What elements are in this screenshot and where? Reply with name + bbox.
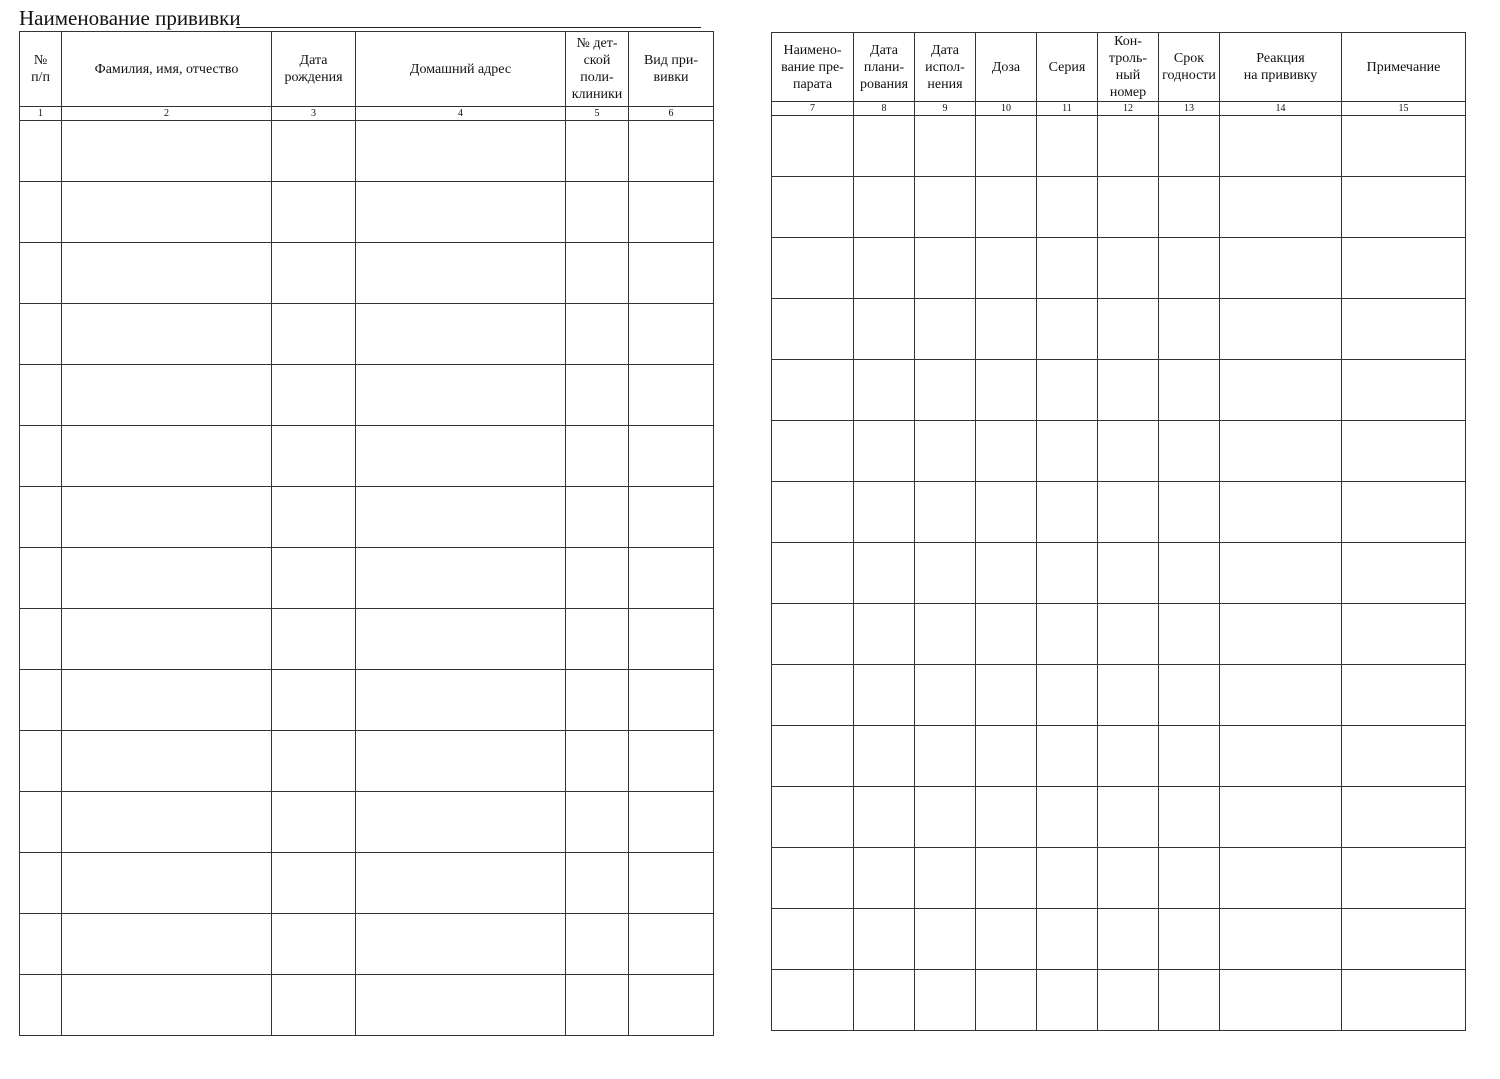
blank-entry-cell[interactable] (566, 487, 629, 548)
blank-entry-cell[interactable] (566, 731, 629, 792)
blank-entry-cell[interactable] (854, 299, 915, 360)
blank-entry-cell[interactable] (915, 360, 976, 421)
blank-entry-cell[interactable] (356, 914, 566, 975)
column-number: 8 (854, 102, 915, 116)
header-cell: Серия (1037, 33, 1098, 102)
blank-entry-cell[interactable] (62, 426, 272, 487)
blank-entry-cell[interactable] (629, 304, 714, 365)
column-number: 15 (1342, 102, 1466, 116)
blank-entry-cell[interactable] (1159, 482, 1220, 543)
blank-entry-cell[interactable] (976, 604, 1037, 665)
blank-entry-cell[interactable] (629, 121, 714, 182)
blank-entry-cell[interactable] (1037, 299, 1098, 360)
header-row (20, 32, 714, 107)
column-number: 13 (1159, 102, 1220, 116)
blank-entry-cell[interactable] (1098, 421, 1159, 482)
blank-entry-cell[interactable] (566, 426, 629, 487)
table-row (20, 487, 714, 548)
right-journal-table (771, 32, 1466, 1031)
header-cell: Реакция на прививку (1220, 33, 1342, 102)
blank-entry-cell[interactable] (272, 182, 356, 243)
blank-entry-cell[interactable] (1098, 238, 1159, 299)
blank-entry-cell[interactable] (854, 177, 915, 238)
blank-entry-cell[interactable] (629, 609, 714, 670)
header-cell: № дет- ской поли- клиники (566, 32, 629, 107)
blank-entry-cell[interactable] (1037, 360, 1098, 421)
blank-entry-cell[interactable] (1342, 238, 1466, 299)
blank-entry-cell[interactable] (976, 726, 1037, 787)
header-cell: Дата испол- нения (915, 33, 976, 102)
blank-entry-cell[interactable] (62, 365, 272, 426)
table-row (20, 182, 714, 243)
blank-entry-cell[interactable] (1037, 604, 1098, 665)
blank-entry-cell[interactable] (62, 914, 272, 975)
table-row (20, 792, 714, 853)
blank-entry-cell[interactable] (1037, 848, 1098, 909)
blank-entry-cell[interactable] (356, 304, 566, 365)
blank-entry-cell[interactable] (566, 853, 629, 914)
table-row (20, 914, 714, 975)
blank-entry-cell[interactable] (356, 365, 566, 426)
blank-entry-cell[interactable] (20, 426, 62, 487)
blank-entry-cell[interactable] (1342, 360, 1466, 421)
blank-entry-cell[interactable] (854, 238, 915, 299)
table-row (772, 238, 1466, 299)
table-row (772, 970, 1466, 1031)
blank-entry-cell[interactable] (1037, 177, 1098, 238)
column-number: 3 (272, 107, 356, 121)
blank-entry-cell[interactable] (772, 177, 854, 238)
blank-entry-cell[interactable] (854, 116, 915, 177)
blank-entry-cell[interactable] (772, 116, 854, 177)
blank-entry-cell[interactable] (272, 853, 356, 914)
blank-entry-cell[interactable] (1342, 116, 1466, 177)
blank-entry-cell[interactable] (1159, 177, 1220, 238)
blank-entry-cell[interactable] (629, 426, 714, 487)
blank-entry-cell[interactable] (566, 243, 629, 304)
blank-entry-cell[interactable] (854, 726, 915, 787)
blank-entry-cell[interactable] (1098, 360, 1159, 421)
blank-entry-cell[interactable] (20, 975, 62, 1036)
blank-entry-cell[interactable] (915, 970, 976, 1031)
blank-entry-cell[interactable] (1220, 848, 1342, 909)
column-number: 12 (1098, 102, 1159, 116)
blank-entry-cell[interactable] (1037, 665, 1098, 726)
blank-entry-cell[interactable] (1159, 848, 1220, 909)
blank-entry-cell[interactable] (20, 914, 62, 975)
blank-entry-cell[interactable] (854, 665, 915, 726)
blank-entry-cell[interactable] (566, 304, 629, 365)
blank-entry-cell[interactable] (1342, 177, 1466, 238)
blank-entry-cell[interactable] (772, 726, 854, 787)
blank-entry-cell[interactable] (976, 970, 1037, 1031)
blank-entry-cell[interactable] (1037, 421, 1098, 482)
blank-entry-cell[interactable] (20, 304, 62, 365)
blank-entry-cell[interactable] (629, 548, 714, 609)
blank-entry-cell[interactable] (20, 792, 62, 853)
blank-entry-cell[interactable] (1159, 421, 1220, 482)
form-title: Наименование прививки (19, 6, 241, 30)
table-row (772, 665, 1466, 726)
left-journal-table (19, 31, 714, 1036)
blank-entry-cell[interactable] (62, 548, 272, 609)
right-table-body (772, 116, 1466, 1031)
blank-entry-cell[interactable] (915, 848, 976, 909)
blank-entry-cell[interactable] (976, 360, 1037, 421)
blank-entry-cell[interactable] (915, 482, 976, 543)
blank-entry-cell[interactable] (1159, 238, 1220, 299)
blank-entry-cell[interactable] (62, 182, 272, 243)
blank-entry-cell[interactable] (20, 670, 62, 731)
blank-entry-cell[interactable] (915, 543, 976, 604)
blank-entry-cell[interactable] (356, 853, 566, 914)
blank-entry-cell[interactable] (1159, 909, 1220, 970)
header-cell: Кон- троль- ный номер (1098, 33, 1159, 102)
blank-entry-cell[interactable] (1037, 543, 1098, 604)
blank-entry-cell[interactable] (1159, 970, 1220, 1031)
table-row (772, 177, 1466, 238)
blank-entry-cell[interactable] (1037, 726, 1098, 787)
blank-entry-cell[interactable] (356, 548, 566, 609)
table-row (772, 604, 1466, 665)
column-number: 7 (772, 102, 854, 116)
header-cell: Примечание (1342, 33, 1466, 102)
blank-entry-cell[interactable] (1159, 299, 1220, 360)
table-row (772, 116, 1466, 177)
blank-entry-cell[interactable] (1220, 238, 1342, 299)
blank-entry-cell[interactable] (976, 787, 1037, 848)
blank-entry-cell[interactable] (272, 243, 356, 304)
blank-entry-cell[interactable] (1220, 360, 1342, 421)
blank-entry-cell[interactable] (976, 421, 1037, 482)
blank-entry-cell[interactable] (272, 304, 356, 365)
blank-entry-cell[interactable] (356, 670, 566, 731)
blank-entry-cell[interactable] (1220, 177, 1342, 238)
column-number: 1 (20, 107, 62, 121)
blank-entry-cell[interactable] (62, 853, 272, 914)
blank-entry-cell[interactable] (1220, 604, 1342, 665)
table-row (20, 853, 714, 914)
blank-entry-cell[interactable] (272, 487, 356, 548)
blank-entry-cell[interactable] (629, 975, 714, 1036)
blank-entry-cell[interactable] (629, 182, 714, 243)
blank-entry-cell[interactable] (20, 853, 62, 914)
blank-entry-cell[interactable] (1159, 116, 1220, 177)
table-row (772, 848, 1466, 909)
blank-entry-cell[interactable] (1098, 604, 1159, 665)
blank-entry-cell[interactable] (629, 914, 714, 975)
blank-entry-cell[interactable] (1159, 604, 1220, 665)
column-number: 10 (976, 102, 1037, 116)
blank-entry-cell[interactable] (356, 243, 566, 304)
blank-entry-cell[interactable] (1037, 787, 1098, 848)
blank-entry-cell[interactable] (1098, 482, 1159, 543)
blank-entry-cell[interactable] (1098, 543, 1159, 604)
blank-entry-cell[interactable] (1159, 726, 1220, 787)
table-row (20, 731, 714, 792)
blank-entry-cell[interactable] (272, 731, 356, 792)
column-number-row (772, 102, 1466, 116)
blank-entry-cell[interactable] (20, 365, 62, 426)
blank-entry-cell[interactable] (915, 116, 976, 177)
blank-entry-cell[interactable] (976, 909, 1037, 970)
table-row (20, 121, 714, 182)
blank-entry-cell[interactable] (272, 792, 356, 853)
blank-entry-cell[interactable] (20, 609, 62, 670)
table-row (20, 304, 714, 365)
blank-entry-cell[interactable] (629, 487, 714, 548)
blank-entry-cell[interactable] (772, 543, 854, 604)
header-cell: Доза (976, 33, 1037, 102)
blank-entry-cell[interactable] (566, 975, 629, 1036)
blank-entry-cell[interactable] (356, 792, 566, 853)
blank-entry-cell[interactable] (1342, 848, 1466, 909)
blank-entry-cell[interactable] (20, 182, 62, 243)
blank-entry-cell[interactable] (20, 243, 62, 304)
blank-entry-cell[interactable] (356, 731, 566, 792)
blank-entry-cell[interactable] (566, 548, 629, 609)
blank-entry-cell[interactable] (20, 548, 62, 609)
blank-entry-cell[interactable] (1342, 787, 1466, 848)
blank-entry-cell[interactable] (1037, 238, 1098, 299)
column-number: 4 (356, 107, 566, 121)
blank-entry-cell[interactable] (976, 116, 1037, 177)
blank-entry-cell[interactable] (1342, 421, 1466, 482)
blank-entry-cell[interactable] (566, 365, 629, 426)
blank-entry-cell[interactable] (1220, 543, 1342, 604)
blank-entry-cell[interactable] (915, 604, 976, 665)
blank-entry-cell[interactable] (772, 909, 854, 970)
blank-entry-cell[interactable] (772, 787, 854, 848)
blank-entry-cell[interactable] (1220, 482, 1342, 543)
blank-entry-cell[interactable] (1098, 299, 1159, 360)
blank-entry-cell[interactable] (915, 665, 976, 726)
blank-entry-cell[interactable] (976, 238, 1037, 299)
blank-entry-cell[interactable] (272, 609, 356, 670)
header-row (772, 33, 1466, 102)
blank-entry-cell[interactable] (1220, 726, 1342, 787)
blank-entry-cell[interactable] (772, 665, 854, 726)
blank-entry-cell[interactable] (1159, 360, 1220, 421)
blank-entry-cell[interactable] (772, 299, 854, 360)
blank-entry-cell[interactable] (1342, 604, 1466, 665)
table-row (772, 482, 1466, 543)
header-cell: № п/п (20, 32, 62, 107)
blank-entry-cell[interactable] (772, 970, 854, 1031)
blank-entry-cell[interactable] (976, 177, 1037, 238)
blank-entry-cell[interactable] (629, 731, 714, 792)
table-row (20, 426, 714, 487)
blank-entry-cell[interactable] (854, 970, 915, 1031)
column-number: 9 (915, 102, 976, 116)
blank-entry-cell[interactable] (356, 487, 566, 548)
blank-entry-cell[interactable] (272, 670, 356, 731)
blank-entry-cell[interactable] (1098, 177, 1159, 238)
blank-entry-cell[interactable] (566, 609, 629, 670)
blank-entry-cell[interactable] (1220, 909, 1342, 970)
blank-entry-cell[interactable] (976, 482, 1037, 543)
column-number-row (20, 107, 714, 121)
blank-entry-cell[interactable] (629, 853, 714, 914)
blank-entry-cell[interactable] (356, 609, 566, 670)
blank-entry-cell[interactable] (629, 670, 714, 731)
blank-entry-cell[interactable] (854, 482, 915, 543)
table-row (772, 787, 1466, 848)
table-row (20, 975, 714, 1036)
table-row (772, 726, 1466, 787)
blank-entry-cell[interactable] (272, 426, 356, 487)
blank-entry-cell[interactable] (1098, 909, 1159, 970)
header-cell: Домашний адрес (356, 32, 566, 107)
blank-entry-cell[interactable] (629, 792, 714, 853)
blank-entry-cell[interactable] (272, 121, 356, 182)
header-cell: Наимено- вание пре- парата (772, 33, 854, 102)
blank-entry-cell[interactable] (772, 360, 854, 421)
blank-entry-cell[interactable] (62, 731, 272, 792)
blank-entry-cell[interactable] (1098, 848, 1159, 909)
blank-entry-cell[interactable] (1037, 482, 1098, 543)
blank-entry-cell[interactable] (1098, 787, 1159, 848)
column-number: 5 (566, 107, 629, 121)
blank-entry-cell[interactable] (20, 487, 62, 548)
table-row (772, 543, 1466, 604)
blank-entry-cell[interactable] (1098, 665, 1159, 726)
blank-entry-cell[interactable] (915, 787, 976, 848)
blank-entry-cell[interactable] (915, 238, 976, 299)
blank-entry-cell[interactable] (1342, 665, 1466, 726)
blank-entry-cell[interactable] (854, 360, 915, 421)
blank-entry-cell[interactable] (356, 426, 566, 487)
blank-entry-cell[interactable] (976, 543, 1037, 604)
blank-entry-cell[interactable] (1159, 543, 1220, 604)
blank-entry-cell[interactable] (976, 299, 1037, 360)
table-row (772, 421, 1466, 482)
table-row (20, 670, 714, 731)
blank-entry-cell[interactable] (272, 365, 356, 426)
blank-entry-cell[interactable] (1037, 970, 1098, 1031)
header-cell: Вид при- вивки (629, 32, 714, 107)
blank-entry-cell[interactable] (1220, 665, 1342, 726)
blank-entry-cell[interactable] (915, 726, 976, 787)
blank-entry-cell[interactable] (1220, 787, 1342, 848)
blank-entry-cell[interactable] (1342, 970, 1466, 1031)
blank-entry-cell[interactable] (772, 604, 854, 665)
blank-entry-cell[interactable] (854, 787, 915, 848)
blank-entry-cell[interactable] (1342, 909, 1466, 970)
column-number: 6 (629, 107, 714, 121)
blank-entry-cell[interactable] (272, 975, 356, 1036)
column-number: 14 (1220, 102, 1342, 116)
blank-entry-cell[interactable] (1098, 726, 1159, 787)
blank-entry-cell[interactable] (356, 182, 566, 243)
header-cell: Фамилия, имя, отчество (62, 32, 272, 107)
left-table-body (20, 121, 714, 1036)
blank-entry-cell[interactable] (566, 121, 629, 182)
blank-entry-cell[interactable] (62, 121, 272, 182)
blank-entry-cell[interactable] (629, 365, 714, 426)
blank-entry-cell[interactable] (772, 848, 854, 909)
blank-entry-cell[interactable] (1098, 116, 1159, 177)
blank-entry-cell[interactable] (566, 670, 629, 731)
blank-entry-cell[interactable] (772, 482, 854, 543)
table-row (20, 365, 714, 426)
blank-entry-cell[interactable] (1220, 116, 1342, 177)
column-number: 11 (1037, 102, 1098, 116)
header-cell: Дата рождения (272, 32, 356, 107)
blank-entry-cell[interactable] (62, 243, 272, 304)
blank-entry-cell[interactable] (20, 121, 62, 182)
blank-entry-cell[interactable] (1159, 787, 1220, 848)
table-row (772, 360, 1466, 421)
header-cell: Срок годности (1159, 33, 1220, 102)
blank-entry-cell[interactable] (1037, 116, 1098, 177)
blank-entry-cell[interactable] (772, 238, 854, 299)
blank-entry-cell[interactable] (62, 975, 272, 1036)
blank-entry-cell[interactable] (20, 731, 62, 792)
column-number: 2 (62, 107, 272, 121)
blank-entry-cell[interactable] (976, 665, 1037, 726)
blank-entry-cell[interactable] (854, 909, 915, 970)
blank-entry-cell[interactable] (62, 487, 272, 548)
blank-entry-cell[interactable] (976, 848, 1037, 909)
blank-entry-cell[interactable] (1098, 970, 1159, 1031)
blank-entry-cell[interactable] (356, 121, 566, 182)
blank-entry-cell[interactable] (1037, 909, 1098, 970)
blank-entry-cell[interactable] (854, 604, 915, 665)
blank-entry-cell[interactable] (62, 609, 272, 670)
blank-entry-cell[interactable] (272, 548, 356, 609)
blank-entry-cell[interactable] (772, 421, 854, 482)
blank-entry-cell[interactable] (854, 848, 915, 909)
blank-entry-cell[interactable] (854, 421, 915, 482)
blank-entry-cell[interactable] (1342, 482, 1466, 543)
blank-entry-cell[interactable] (62, 304, 272, 365)
table-row (772, 909, 1466, 970)
blank-entry-cell[interactable] (272, 914, 356, 975)
header-cell: Дата плани- рования (854, 33, 915, 102)
blank-entry-cell[interactable] (915, 299, 976, 360)
blank-entry-cell[interactable] (62, 792, 272, 853)
blank-entry-cell[interactable] (566, 182, 629, 243)
blank-entry-cell[interactable] (356, 975, 566, 1036)
blank-entry-cell[interactable] (1159, 665, 1220, 726)
blank-entry-cell[interactable] (1220, 421, 1342, 482)
blank-entry-cell[interactable] (1342, 543, 1466, 604)
title-underline-field[interactable] (236, 27, 701, 28)
table-row (20, 609, 714, 670)
blank-entry-cell[interactable] (629, 243, 714, 304)
table-row (20, 548, 714, 609)
blank-entry-cell[interactable] (62, 670, 272, 731)
blank-entry-cell[interactable] (1342, 299, 1466, 360)
blank-entry-cell[interactable] (915, 177, 976, 238)
table-row (772, 299, 1466, 360)
blank-entry-cell[interactable] (915, 421, 976, 482)
blank-entry-cell[interactable] (1220, 970, 1342, 1031)
table-row (20, 243, 714, 304)
blank-entry-cell[interactable] (915, 909, 976, 970)
blank-entry-cell[interactable] (1342, 726, 1466, 787)
blank-entry-cell[interactable] (566, 914, 629, 975)
blank-entry-cell[interactable] (566, 792, 629, 853)
blank-entry-cell[interactable] (854, 543, 915, 604)
blank-entry-cell[interactable] (1220, 299, 1342, 360)
